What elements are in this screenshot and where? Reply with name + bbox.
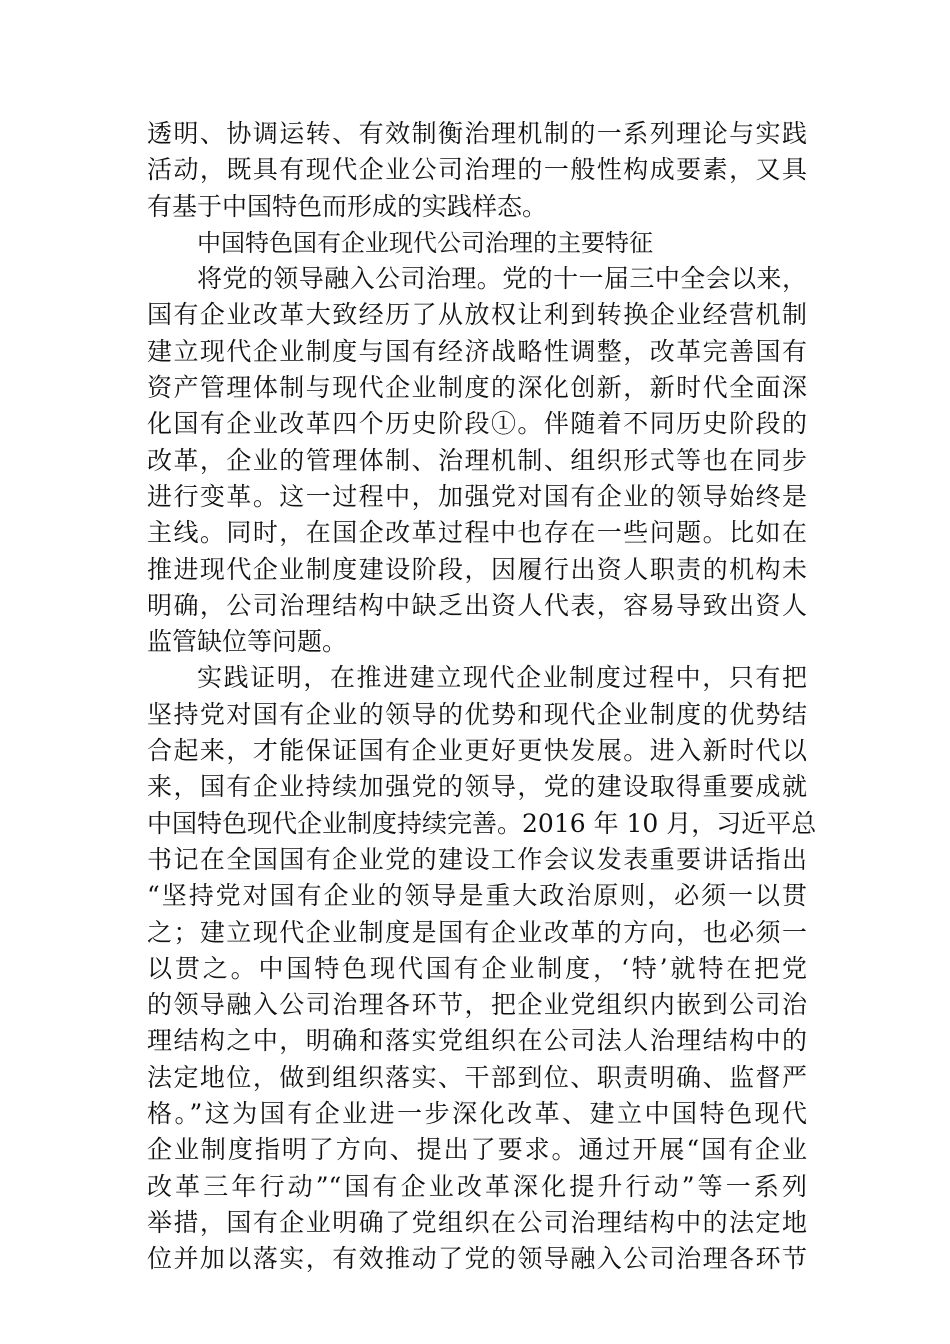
paragraph2-line: 合起来，才能保证国有企业更好更快发展。进入新时代以	[147, 736, 807, 766]
paragraph1-line: 明确，公司治理结构中缺乏出资人代表，容易导致出资人	[147, 590, 807, 620]
intro-line: 活动，既具有现代企业公司治理的一般性构成要素，又具	[147, 155, 807, 185]
paragraph1-line: 推进现代企业制度建设阶段，因履行出资人职责的机构未	[147, 554, 807, 584]
paragraph2-line: 之；建立现代企业制度是国有企业改革的方向，也必须一	[147, 917, 807, 947]
paragraph2-line: 理结构之中，明确和落实党组织在公司法人治理结构中的	[147, 1026, 807, 1056]
paragraph2-line: 书记在全国国有企业党的建设工作会议发表重要讲话指出	[147, 844, 807, 874]
section-heading: 中国特色国有企业现代公司治理的主要特征	[197, 228, 653, 257]
paragraph1-line: 国有企业改革大致经历了从放权让利到转换企业经营机制	[147, 300, 807, 330]
paragraph2-line: 改革三年行动”“国有企业改革深化提升行动”等一系列	[147, 1171, 807, 1201]
intro-line: 有基于中国特色而形成的实践样态。	[147, 191, 548, 221]
paragraph2-line: 企业制度指明了方向、提出了要求。通过开展“国有企业	[147, 1135, 807, 1165]
paragraph1-line: 化国有企业改革四个历史阶段①。伴随着不同历史阶段的	[147, 409, 807, 439]
paragraph1-line: 资产管理体制与现代企业制度的深化创新，新时代全面深	[147, 373, 807, 403]
paragraph2-line: 位并加以落实，有效推动了党的领导融入公司治理各环节	[147, 1244, 807, 1274]
paragraph1-line: 改革，企业的管理体制、治理机制、组织形式等也在同步	[147, 445, 807, 475]
paragraph2-line: 中国特色现代企业制度持续完善。2016 年 10 月，习近平总	[147, 808, 817, 838]
paragraph2-line: “坚持党对国有企业的领导是重大政治原则，必须一以贯	[147, 881, 807, 911]
paragraph1-line: 将党的领导融入公司治理。党的十一届三中全会以来，	[197, 264, 807, 294]
paragraph1-line: 进行变革。这一过程中，加强党对国有企业的领导始终是	[147, 481, 807, 511]
document-body	[147, 116, 817, 1278]
paragraph2-line: 举措，国有企业明确了党组织在公司治理结构中的法定地	[147, 1207, 807, 1237]
paragraph2-line: 来，国有企业持续加强党的领导，党的建设取得重要成就	[147, 772, 807, 802]
paragraph2-line: 以贯之。中国特色现代国有企业制度，‘特’就特在把党	[147, 953, 807, 983]
paragraph2-line: 实践证明，在推进建立现代企业制度过程中，只有把	[197, 663, 807, 693]
paragraph1-line: 主线。同时，在国企改革过程中也存在一些问题。比如在	[147, 518, 807, 548]
paragraph2-line: 格。”这为国有企业进一步深化改革、建立中国特色现代	[147, 1099, 807, 1129]
paragraph1-line: 建立现代企业制度与国有经济战略性调整，改革完善国有	[147, 336, 807, 366]
paragraph1-line: 监管缺位等问题。	[147, 627, 348, 657]
paragraph2-line: 法定地位，做到组织落实、干部到位、职责明确、监督严	[147, 1062, 807, 1092]
intro-line: 透明、协调运转、有效制衡治理机制的一系列理论与实践	[147, 119, 807, 148]
paragraph2-line: 的领导融入公司治理各环节，把企业党组织内嵌到公司治	[147, 990, 807, 1020]
paragraph2-line: 坚持党对国有企业的领导的优势和现代企业制度的优势结	[147, 699, 807, 729]
